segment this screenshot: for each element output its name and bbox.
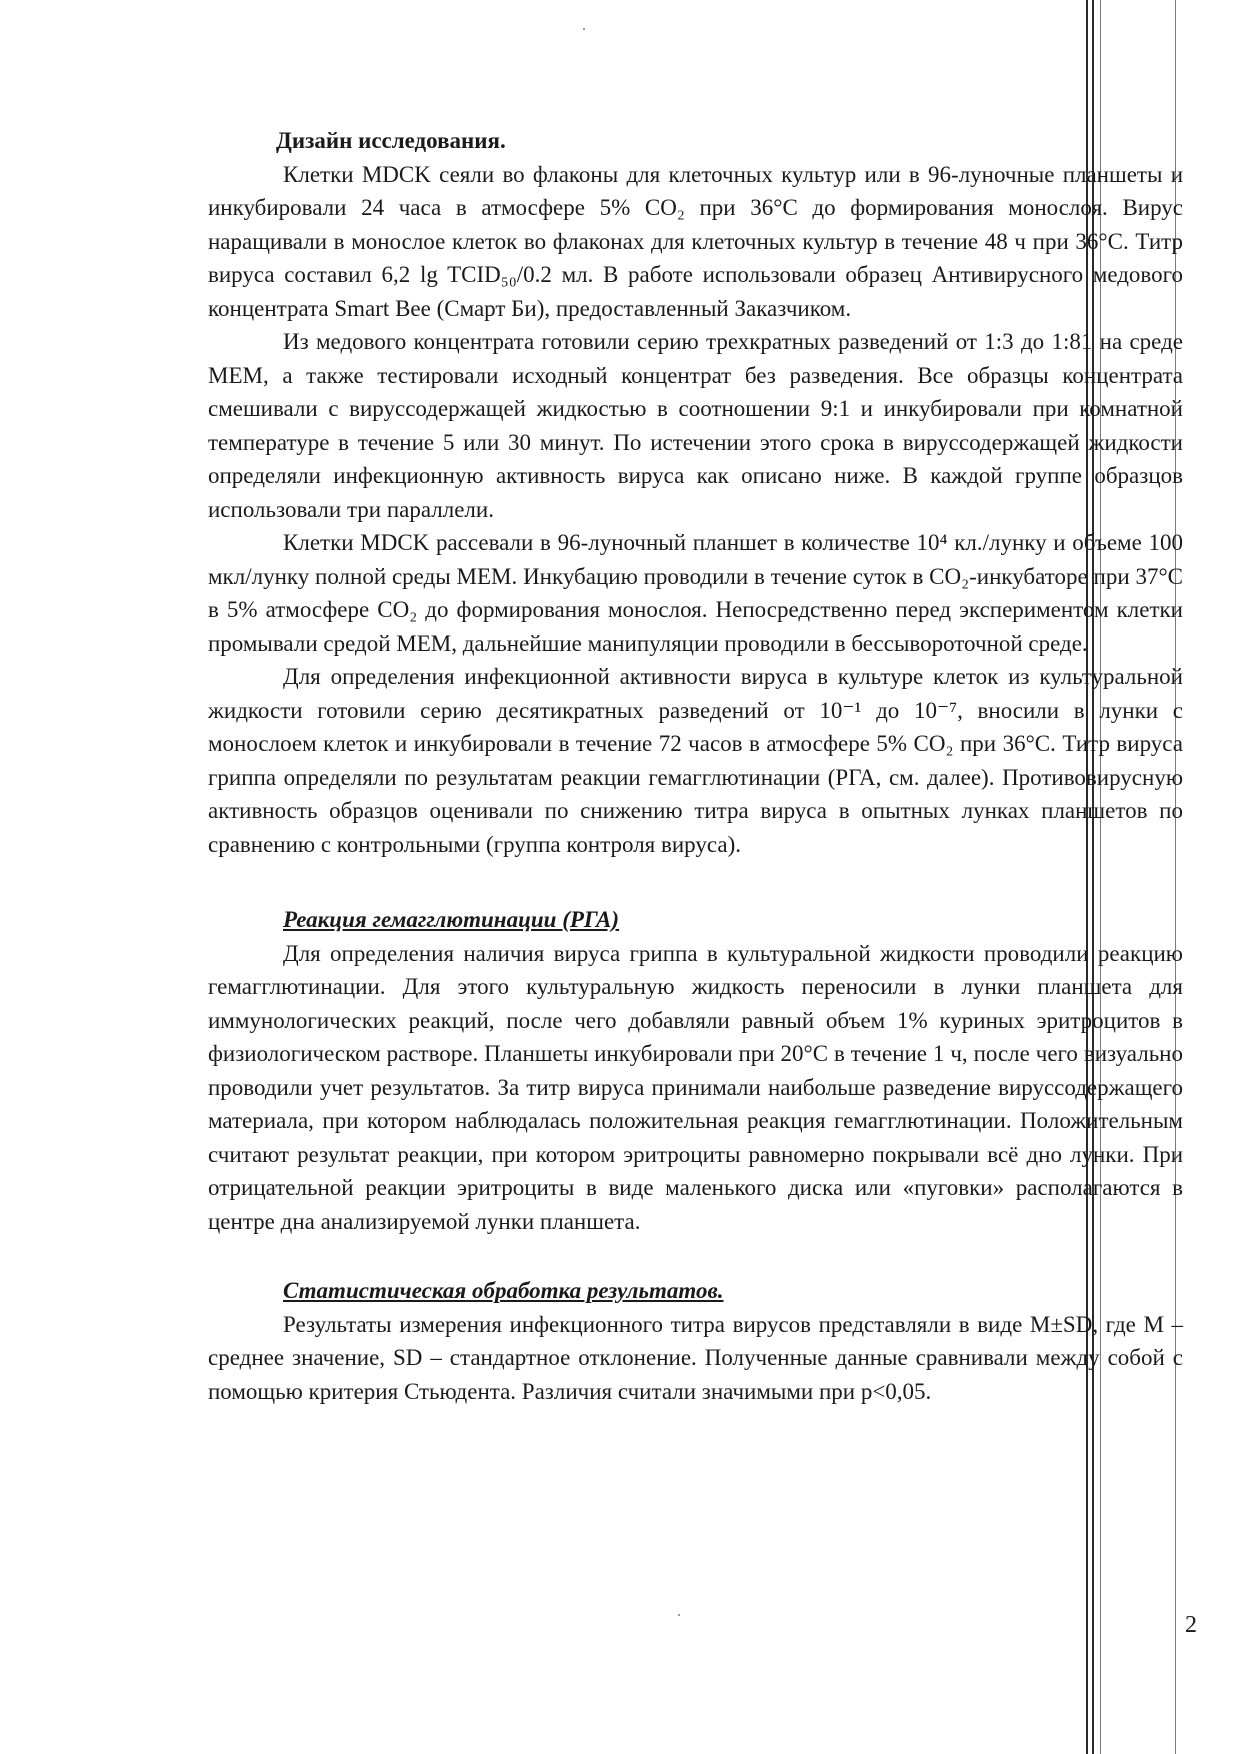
design-heading: Дизайн исследования. — [276, 128, 506, 153]
section-spacer — [208, 861, 1183, 903]
hemagglutination-paragraph: Для определения наличия вируса гриппа в культуральной жидкости проводили реакцию гемагглютинации. Для этого культуральную жидкость переносили в лунки планшета для иммунологических реакций, после чего добавляли равный объем 1% куриных эритроцитов в физиологическом растворе. Планшеты инкубировали при 20°C в течение 1 ч, после чего визуально проводили учет результатов. За титр вируса принимали наибольше разведение вируссодержащего материала, при котором наблюдалась положительная реакция гемагглютинации. Положительным считают результат реакции, при котором эритроциты равномерно покрывали всё дно лунки. При отрицательной реакции эритроциты в виде маленького диска или «пуговки» располагаются в центре дна анализируемой лунки планшета. — [208, 940, 1183, 1234]
design-paragraph-3: Клетки MDCK рассевали в 96-луночный планшет в количестве 10⁴ кл./лунку и объеме 100 мкл/лунку полной среды МЕМ. Инкубацию проводили в течение суток в CO₂-инкубаторе при 37°C в 5% атмосфере CO₂ до формирования монослоя. Непосредственно перед экспериментом клетки промывали средой МЕМ, дальнейшие манипуляции проводили в бессывороточной среде. — [208, 530, 1183, 656]
design-paragraph-2: Из медового концентрата готовили серию трехкратных разведений от 1:3 до 1:81 на среде МЕМ, а также тестировали исходный концентрат без разведения. Все образцы концентрата смешивали с вируссодержащей жидкостью в соотношении 9:1 и инкубировали при комнатной температуре в течение 5 или 30 минут. По истечении этого срока в вируссодержащей жидкости определяли инфекционную активность вируса как описано ниже. В каждой группе образцов использовали три параллели. — [208, 329, 1183, 522]
statistics-paragraph: Результаты измерения инфекционного титра вирусов представляли в виде M±SD, где M – среднее значение, SD – стандартное отклонение. Полученные данные сравнивали между собой с помощью критерия Стьюдента. Различия считали значимыми при p<0,05. — [208, 1311, 1183, 1404]
page-number: 2 — [1185, 1612, 1197, 1638]
document-body — [208, 124, 1183, 1408]
statistics-heading: Статистическая обработка результатов. — [283, 1278, 724, 1303]
scan-speck — [583, 28, 585, 30]
section-spacer — [208, 1238, 1183, 1274]
design-paragraph-4: Для определения инфекционной активности вируса в культуре клеток из культуральной жидкости готовили серию десятикратных разведений от 10⁻¹ до 10⁻⁷, вносили в лунки с монослоем клеток и инкубировали в течение 72 часов в атмосфере 5% CO₂ при 36°C. Титр вируса гриппа определяли по результатам реакции гемагглютинации (РГА, см. далее). Противовирусную активность образцов оценивали по снижению титра вируса в опытных лунках планшетов по сравнению с контрольными (группа контроля вируса). — [208, 664, 1183, 857]
scan-speck — [678, 1614, 680, 1616]
design-paragraph-1: Клетки MDCK сеяли во флаконы для клеточных культур или в 96-луночные планшеты и инкубировали 24 часа в атмосфере 5% CO₂ при 36°C до формирования монослоя. Вирус наращивали в монослое клеток во флаконах для клеточных культур в течение 48 ч при 36°C. Титр вируса составил 6,2 lg TCID₅₀/0.2 мл. В работе использовали образец Антивирусного медового концентрата Smart Bee (Смарт Би), предоставленный Заказчиком. — [208, 161, 1183, 321]
hemagglutination-heading: Реакция гемагглютинации (РГА) — [283, 907, 620, 932]
